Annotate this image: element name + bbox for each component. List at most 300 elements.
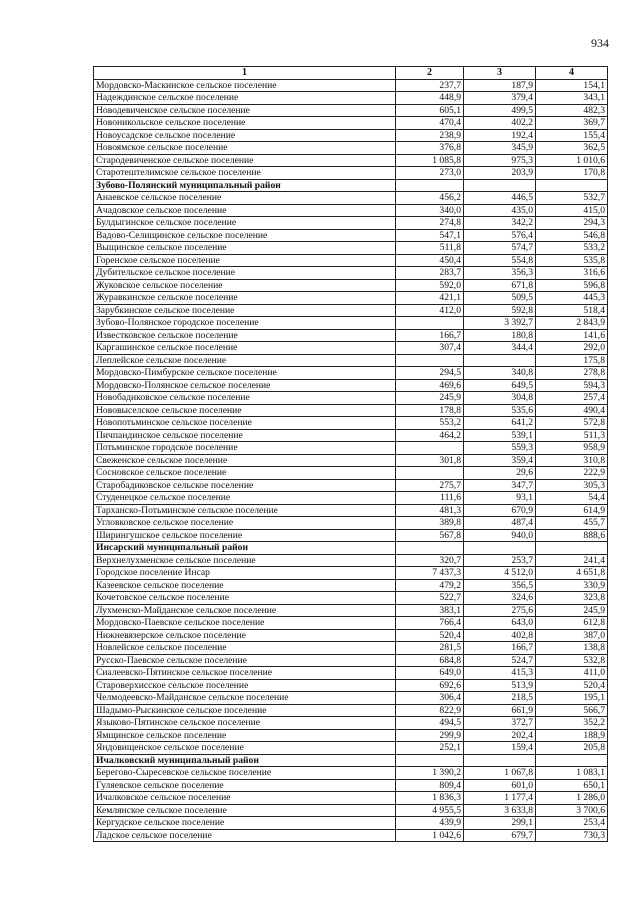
value-cell-col4: 362,5 <box>536 142 608 155</box>
value-cell-col2: 553,2 <box>396 417 464 430</box>
value-cell-col2: 1 836,3 <box>396 792 464 805</box>
value-cell-col3: 203,9 <box>464 167 536 180</box>
value-cell-col4: 1 286,0 <box>536 792 608 805</box>
value-cell-col3: 372,7 <box>464 717 536 730</box>
value-cell-col3: 641,2 <box>464 417 536 430</box>
value-cell-col3: 446,5 <box>464 192 536 205</box>
value-cell-col4: 520,4 <box>536 679 608 692</box>
value-cell-col3: 524,7 <box>464 654 536 667</box>
settlement-name-cell: Лухменско-Майданское сельское поселение <box>94 604 396 617</box>
table-row <box>94 142 608 155</box>
value-cell-col2 <box>396 442 464 455</box>
settlement-name-cell: Гуляевское сельское поселение <box>94 779 396 792</box>
table-row <box>94 729 608 742</box>
table-row <box>94 679 608 692</box>
settlement-name-cell: Нижневязерское сельское поселение <box>94 629 396 642</box>
settlement-name-cell: Ладское сельское поселение <box>94 829 396 842</box>
data-table <box>93 66 608 842</box>
value-cell-col3: 487,4 <box>464 517 536 530</box>
settlement-name-cell: Ямщинское сельское поселение <box>94 729 396 742</box>
settlement-name-cell: Студенецкое сельское поселение <box>94 492 396 505</box>
value-cell-col4: 4 651,8 <box>536 567 608 580</box>
settlement-name-cell: Пичпандинское сельское поселение <box>94 429 396 442</box>
table-row <box>94 642 608 655</box>
settlement-name-cell: Берегово-Сыресевское сельское поселение <box>94 767 396 780</box>
section-heading-row <box>94 754 608 767</box>
value-cell-col3: 192,4 <box>464 129 536 142</box>
value-cell-col2: 178,8 <box>396 404 464 417</box>
value-cell-col3: 539,1 <box>464 429 536 442</box>
value-cell-col4: 535,8 <box>536 254 608 267</box>
table-row <box>94 304 608 317</box>
value-cell-col2: 299,9 <box>396 729 464 742</box>
table-row <box>94 429 608 442</box>
value-cell-col2: 301,8 <box>396 454 464 467</box>
value-cell-col2: 448,9 <box>396 92 464 105</box>
value-cell-col2: 166,7 <box>396 329 464 342</box>
value-cell-col4: 294,3 <box>536 217 608 230</box>
settlement-name-cell: Кочетовское сельское поселение <box>94 592 396 605</box>
value-cell-col3: 574,7 <box>464 242 536 255</box>
table-row <box>94 267 608 280</box>
value-cell-col4: 1 010,6 <box>536 154 608 167</box>
settlement-name-cell: Свеженское сельское поселение <box>94 454 396 467</box>
value-cell-col4 <box>536 542 608 555</box>
value-cell-col3: 661,9 <box>464 704 536 717</box>
value-cell-col4: 316,6 <box>536 267 608 280</box>
value-cell-col2: 456,2 <box>396 192 464 205</box>
value-cell-col4: 612,8 <box>536 617 608 630</box>
value-cell-col2 <box>396 179 464 192</box>
settlement-name-cell: Леплейское сельское поселение <box>94 354 396 367</box>
value-cell-col3: 180,8 <box>464 329 536 342</box>
value-cell-col4: 533,2 <box>536 242 608 255</box>
value-cell-col2: 479,2 <box>396 579 464 592</box>
table-row <box>94 129 608 142</box>
table-row <box>94 442 608 455</box>
table-row <box>94 454 608 467</box>
settlement-name-cell: Шадымо-Рыскинское сельское поселение <box>94 704 396 717</box>
value-cell-col2: 275,7 <box>396 479 464 492</box>
table-row <box>94 692 608 705</box>
value-cell-col3 <box>464 754 536 767</box>
settlement-name-cell: Новопотьминское сельское поселение <box>94 417 396 430</box>
settlement-name-cell: Горенское сельское поселение <box>94 254 396 267</box>
value-cell-col3: 499,5 <box>464 104 536 117</box>
value-cell-col3: 344,4 <box>464 342 536 355</box>
settlement-name-cell: Жуковское сельское поселение <box>94 279 396 292</box>
settlement-name-cell: Мордовско-Полянское сельское поселение <box>94 379 396 392</box>
value-cell-col4: 323,8 <box>536 592 608 605</box>
value-cell-col4: 253,4 <box>536 817 608 830</box>
table-row <box>94 392 608 405</box>
value-cell-col4: 546,8 <box>536 229 608 242</box>
value-cell-col3: 359,4 <box>464 454 536 467</box>
value-cell-col4: 170,8 <box>536 167 608 180</box>
table-row <box>94 579 608 592</box>
value-cell-col4: 594,3 <box>536 379 608 392</box>
value-cell-col2: 320,7 <box>396 554 464 567</box>
value-cell-col4: 245,9 <box>536 604 608 617</box>
value-cell-col3: 253,7 <box>464 554 536 567</box>
value-cell-col4: 3 700,6 <box>536 804 608 817</box>
value-cell-col4 <box>536 754 608 767</box>
value-cell-col2: 809,4 <box>396 779 464 792</box>
value-cell-col2: 766,4 <box>396 617 464 630</box>
value-cell-col3: 554,8 <box>464 254 536 267</box>
settlement-name-cell: Старотештелимское сельское поселение <box>94 167 396 180</box>
value-cell-col3: 559,3 <box>464 442 536 455</box>
table-row <box>94 567 608 580</box>
table-row <box>94 254 608 267</box>
table-row <box>94 192 608 205</box>
value-cell-col4: 369,7 <box>536 117 608 130</box>
table-row <box>94 654 608 667</box>
settlement-name-cell: Известковское сельское поселение <box>94 329 396 342</box>
settlement-name-cell: Челмодеевско-Майданское сельское поселение <box>94 692 396 705</box>
value-cell-col4: 54,4 <box>536 492 608 505</box>
value-cell-col4: 241,4 <box>536 554 608 567</box>
settlement-name-cell: Ширингушское сельское поселение <box>94 529 396 542</box>
value-cell-col3: 345,9 <box>464 142 536 155</box>
table-row <box>94 217 608 230</box>
value-cell-col2: 1 085,8 <box>396 154 464 167</box>
value-cell-col2: 294,5 <box>396 367 464 380</box>
table-row <box>94 504 608 517</box>
table-row <box>94 617 608 630</box>
settlement-name-cell: Зарубкинское сельское поселение <box>94 304 396 317</box>
value-cell-col4 <box>536 179 608 192</box>
value-cell-col4: 278,8 <box>536 367 608 380</box>
value-cell-col3: 356,5 <box>464 579 536 592</box>
value-cell-col4: 730,3 <box>536 829 608 842</box>
settlement-name-cell: Мордовско-Пимбурское сельское поселение <box>94 367 396 380</box>
table-row <box>94 154 608 167</box>
value-cell-col2: 421,1 <box>396 292 464 305</box>
settlement-name-cell: Углoвковское сельское поселение <box>94 517 396 530</box>
column-header-3: 3 <box>464 67 536 80</box>
table-row <box>94 329 608 342</box>
settlement-name-cell: Зубово-Полянский муниципальный район <box>94 179 396 192</box>
section-heading-row <box>94 542 608 555</box>
column-header-1: 1 <box>94 67 396 80</box>
table-header-row <box>94 67 608 80</box>
value-cell-col4: 305,3 <box>536 479 608 492</box>
settlement-name-cell: Потьминское городское поселение <box>94 442 396 455</box>
value-cell-col3: 275,6 <box>464 604 536 617</box>
value-cell-col4: 387,0 <box>536 629 608 642</box>
value-cell-col2: 464,2 <box>396 429 464 442</box>
value-cell-col2: 340,0 <box>396 204 464 217</box>
value-cell-col3: 940,0 <box>464 529 536 542</box>
value-cell-col3: 379,4 <box>464 92 536 105</box>
value-cell-col2: 7 437,3 <box>396 567 464 580</box>
value-cell-col2: 306,4 <box>396 692 464 705</box>
settlement-name-cell: Новлейское сельское поселение <box>94 642 396 655</box>
value-cell-col3: 1 067,8 <box>464 767 536 780</box>
value-cell-col3: 93,1 <box>464 492 536 505</box>
value-cell-col4: 257,4 <box>536 392 608 405</box>
value-cell-col3: 670,9 <box>464 504 536 517</box>
value-cell-col3: 299,1 <box>464 817 536 830</box>
table-row <box>94 79 608 92</box>
value-cell-col2 <box>396 317 464 330</box>
table-row <box>94 704 608 717</box>
table-row <box>94 592 608 605</box>
value-cell-col4: 490,4 <box>536 404 608 417</box>
settlement-name-cell: Зубово-Полянское городское поселение <box>94 317 396 330</box>
value-cell-col3: 435,0 <box>464 204 536 217</box>
settlement-name-cell: Старобадиковское сельское поселение <box>94 479 396 492</box>
column-header-2: 2 <box>396 67 464 80</box>
table-row <box>94 629 608 642</box>
value-cell-col2: 450,4 <box>396 254 464 267</box>
table-row <box>94 804 608 817</box>
value-cell-col2: 252,1 <box>396 742 464 755</box>
settlement-name-cell: Надеждинское сельское поселение <box>94 92 396 105</box>
value-cell-col2: 1 390,2 <box>396 767 464 780</box>
value-cell-col2: 692,6 <box>396 679 464 692</box>
settlement-name-cell: Вадово-Селищинское сельское поселение <box>94 229 396 242</box>
table-row <box>94 367 608 380</box>
table-row <box>94 667 608 680</box>
value-cell-col4: 343,1 <box>536 92 608 105</box>
settlement-name-cell: Русско-Паевское сельское поселение <box>94 654 396 667</box>
value-cell-col2 <box>396 754 464 767</box>
value-cell-col4: 352,2 <box>536 717 608 730</box>
value-cell-col3: 340,8 <box>464 367 536 380</box>
value-cell-col2: 238,9 <box>396 129 464 142</box>
value-cell-col3: 356,3 <box>464 267 536 280</box>
settlement-name-cell: Стародевиченское сельское поселение <box>94 154 396 167</box>
value-cell-col2: 520,4 <box>396 629 464 642</box>
value-cell-col3: 576,4 <box>464 229 536 242</box>
value-cell-col2: 4 955,5 <box>396 804 464 817</box>
settlement-name-cell: Ачадовское сельское поселение <box>94 204 396 217</box>
table-row <box>94 92 608 105</box>
settlement-name-cell: Выщинское сельское поселение <box>94 242 396 255</box>
value-cell-col2: 389,8 <box>396 517 464 530</box>
table-row <box>94 779 608 792</box>
table-row <box>94 292 608 305</box>
page-number: 934 <box>591 36 609 50</box>
value-cell-col2: 481,3 <box>396 504 464 517</box>
table-row <box>94 742 608 755</box>
table-row <box>94 242 608 255</box>
value-cell-col3: 671,8 <box>464 279 536 292</box>
value-cell-col4: 330,9 <box>536 579 608 592</box>
value-cell-col4: 888,6 <box>536 529 608 542</box>
value-cell-col2: 469,6 <box>396 379 464 392</box>
settlement-name-cell: Новоямское сельское поселение <box>94 142 396 155</box>
value-cell-col3 <box>464 354 536 367</box>
value-cell-col3: 402,2 <box>464 117 536 130</box>
value-cell-col3: 166,7 <box>464 642 536 655</box>
settlement-name-cell: Новодевиченское сельское поселение <box>94 104 396 117</box>
settlement-name-cell: Мордовско-Маскинское сельское поселение <box>94 79 396 92</box>
value-cell-col2 <box>396 354 464 367</box>
table-row <box>94 279 608 292</box>
table-row <box>94 604 608 617</box>
value-cell-col2: 511,8 <box>396 242 464 255</box>
table-row <box>94 354 608 367</box>
settlement-name-cell: Сиалеевско-Пятинское сельское поселение <box>94 667 396 680</box>
table-row <box>94 204 608 217</box>
value-cell-col4: 650,1 <box>536 779 608 792</box>
value-cell-col3: 509,5 <box>464 292 536 305</box>
value-cell-col4: 482,3 <box>536 104 608 117</box>
value-cell-col2: 592,0 <box>396 279 464 292</box>
value-cell-col2: 383,1 <box>396 604 464 617</box>
table-row <box>94 342 608 355</box>
value-cell-col2: 649,0 <box>396 667 464 680</box>
column-header-4: 4 <box>536 67 608 80</box>
settlement-name-cell: Мордовско-Паевское сельское поселение <box>94 617 396 630</box>
section-heading-row <box>94 179 608 192</box>
value-cell-col4: 138,8 <box>536 642 608 655</box>
settlement-name-cell: Новоникольское сельское поселение <box>94 117 396 130</box>
value-cell-col3: 643,0 <box>464 617 536 630</box>
table-row <box>94 404 608 417</box>
settlement-name-cell: Булдыгинское сельское поселение <box>94 217 396 230</box>
settlement-name-cell: Сосновское сельское поселение <box>94 467 396 480</box>
table-row <box>94 417 608 430</box>
value-cell-col2: 567,8 <box>396 529 464 542</box>
table-row <box>94 529 608 542</box>
value-cell-col2: 307,4 <box>396 342 464 355</box>
value-cell-col3: 202,4 <box>464 729 536 742</box>
table-row <box>94 229 608 242</box>
value-cell-col2 <box>396 467 464 480</box>
table-row <box>94 517 608 530</box>
value-cell-col3: 187,9 <box>464 79 536 92</box>
settlement-name-cell: Кергудское сельское поселение <box>94 817 396 830</box>
table-row <box>94 479 608 492</box>
value-cell-col2: 111,6 <box>396 492 464 505</box>
settlement-name-cell: Анаевское сельское поселение <box>94 192 396 205</box>
table-row <box>94 554 608 567</box>
value-cell-col2: 684,8 <box>396 654 464 667</box>
value-cell-col3: 347,7 <box>464 479 536 492</box>
table-body <box>94 79 608 842</box>
table-row <box>94 817 608 830</box>
value-cell-col4: 310,8 <box>536 454 608 467</box>
value-cell-col3: 342,2 <box>464 217 536 230</box>
value-cell-col3: 3 392,7 <box>464 317 536 330</box>
settlement-name-cell: Дубительское сельское поселение <box>94 267 396 280</box>
value-cell-col3: 601,0 <box>464 779 536 792</box>
value-cell-col2: 470,4 <box>396 117 464 130</box>
settlement-name-cell: Кемлянское сельское поселение <box>94 804 396 817</box>
value-cell-col4: 596,8 <box>536 279 608 292</box>
value-cell-col3: 679,7 <box>464 829 536 842</box>
value-cell-col4: 1 083,1 <box>536 767 608 780</box>
value-cell-col3: 592,8 <box>464 304 536 317</box>
table-row <box>94 792 608 805</box>
value-cell-col2: 439,9 <box>396 817 464 830</box>
value-cell-col4: 292,0 <box>536 342 608 355</box>
value-cell-col4: 141,6 <box>536 329 608 342</box>
value-cell-col2: 376,8 <box>396 142 464 155</box>
value-cell-col3: 975,3 <box>464 154 536 167</box>
value-cell-col4: 532,7 <box>536 192 608 205</box>
value-cell-col2: 412,0 <box>396 304 464 317</box>
value-cell-col4: 205,8 <box>536 742 608 755</box>
value-cell-col2 <box>396 542 464 555</box>
value-cell-col4: 518,4 <box>536 304 608 317</box>
value-cell-col2: 522,7 <box>396 592 464 605</box>
value-cell-col4: 195,1 <box>536 692 608 705</box>
value-cell-col2: 822,9 <box>396 704 464 717</box>
value-cell-col4: 572,8 <box>536 417 608 430</box>
value-cell-col4: 455,7 <box>536 517 608 530</box>
value-cell-col3: 4 512,0 <box>464 567 536 580</box>
table-row <box>94 104 608 117</box>
value-cell-col4: 511,3 <box>536 429 608 442</box>
table-row <box>94 117 608 130</box>
value-cell-col4: 175,8 <box>536 354 608 367</box>
value-cell-col2: 283,7 <box>396 267 464 280</box>
settlement-name-cell: Журавкинское сельское поселение <box>94 292 396 305</box>
value-cell-col3: 3 633,8 <box>464 804 536 817</box>
settlement-name-cell: Инсарский муниципальный район <box>94 542 396 555</box>
value-cell-col3: 513,9 <box>464 679 536 692</box>
settlement-name-cell: Тарханско-Потьминское сельское поселение <box>94 504 396 517</box>
value-cell-col2: 494,5 <box>396 717 464 730</box>
settlement-name-cell: Ичалковское сельское поселение <box>94 792 396 805</box>
value-cell-col3: 415,3 <box>464 667 536 680</box>
table-row <box>94 829 608 842</box>
value-cell-col2: 274,8 <box>396 217 464 230</box>
value-cell-col3: 304,8 <box>464 392 536 405</box>
settlement-name-cell: Каргашинское сельское поселение <box>94 342 396 355</box>
settlement-name-cell: Казеевское сельское поселение <box>94 579 396 592</box>
value-cell-col2: 245,9 <box>396 392 464 405</box>
value-cell-col3: 1 177,4 <box>464 792 536 805</box>
value-cell-col4: 445,3 <box>536 292 608 305</box>
settlement-name-cell: Городское поселение Инсар <box>94 567 396 580</box>
settlement-name-cell: Нововыселское сельское поселение <box>94 404 396 417</box>
settlement-name-cell: Верхнелухменское сельское поселение <box>94 554 396 567</box>
settlement-name-cell: Языково-Пятинское сельское поселение <box>94 717 396 730</box>
value-cell-col4: 958,9 <box>536 442 608 455</box>
value-cell-col4: 566,7 <box>536 704 608 717</box>
value-cell-col4: 222,9 <box>536 467 608 480</box>
table-row <box>94 317 608 330</box>
settlement-name-cell: Яндовищенское сельское поселение <box>94 742 396 755</box>
value-cell-col3: 29,6 <box>464 467 536 480</box>
value-cell-col4: 411,0 <box>536 667 608 680</box>
settlement-name-cell: Староверхисское сельское поселение <box>94 679 396 692</box>
value-cell-col4: 532,8 <box>536 654 608 667</box>
value-cell-col4: 154,1 <box>536 79 608 92</box>
settlement-name-cell: Новобадиковское сельское поселение <box>94 392 396 405</box>
value-cell-col4: 188,9 <box>536 729 608 742</box>
table-row <box>94 717 608 730</box>
value-cell-col4: 2 843,9 <box>536 317 608 330</box>
value-cell-col3 <box>464 542 536 555</box>
table-row <box>94 767 608 780</box>
value-cell-col2: 281,5 <box>396 642 464 655</box>
value-cell-col4: 415,0 <box>536 204 608 217</box>
value-cell-col4: 614,9 <box>536 504 608 517</box>
table-row <box>94 492 608 505</box>
value-cell-col3: 218,5 <box>464 692 536 705</box>
value-cell-col2: 605,1 <box>396 104 464 117</box>
value-cell-col3: 535,6 <box>464 404 536 417</box>
value-cell-col4: 155,4 <box>536 129 608 142</box>
value-cell-col2: 547,1 <box>396 229 464 242</box>
